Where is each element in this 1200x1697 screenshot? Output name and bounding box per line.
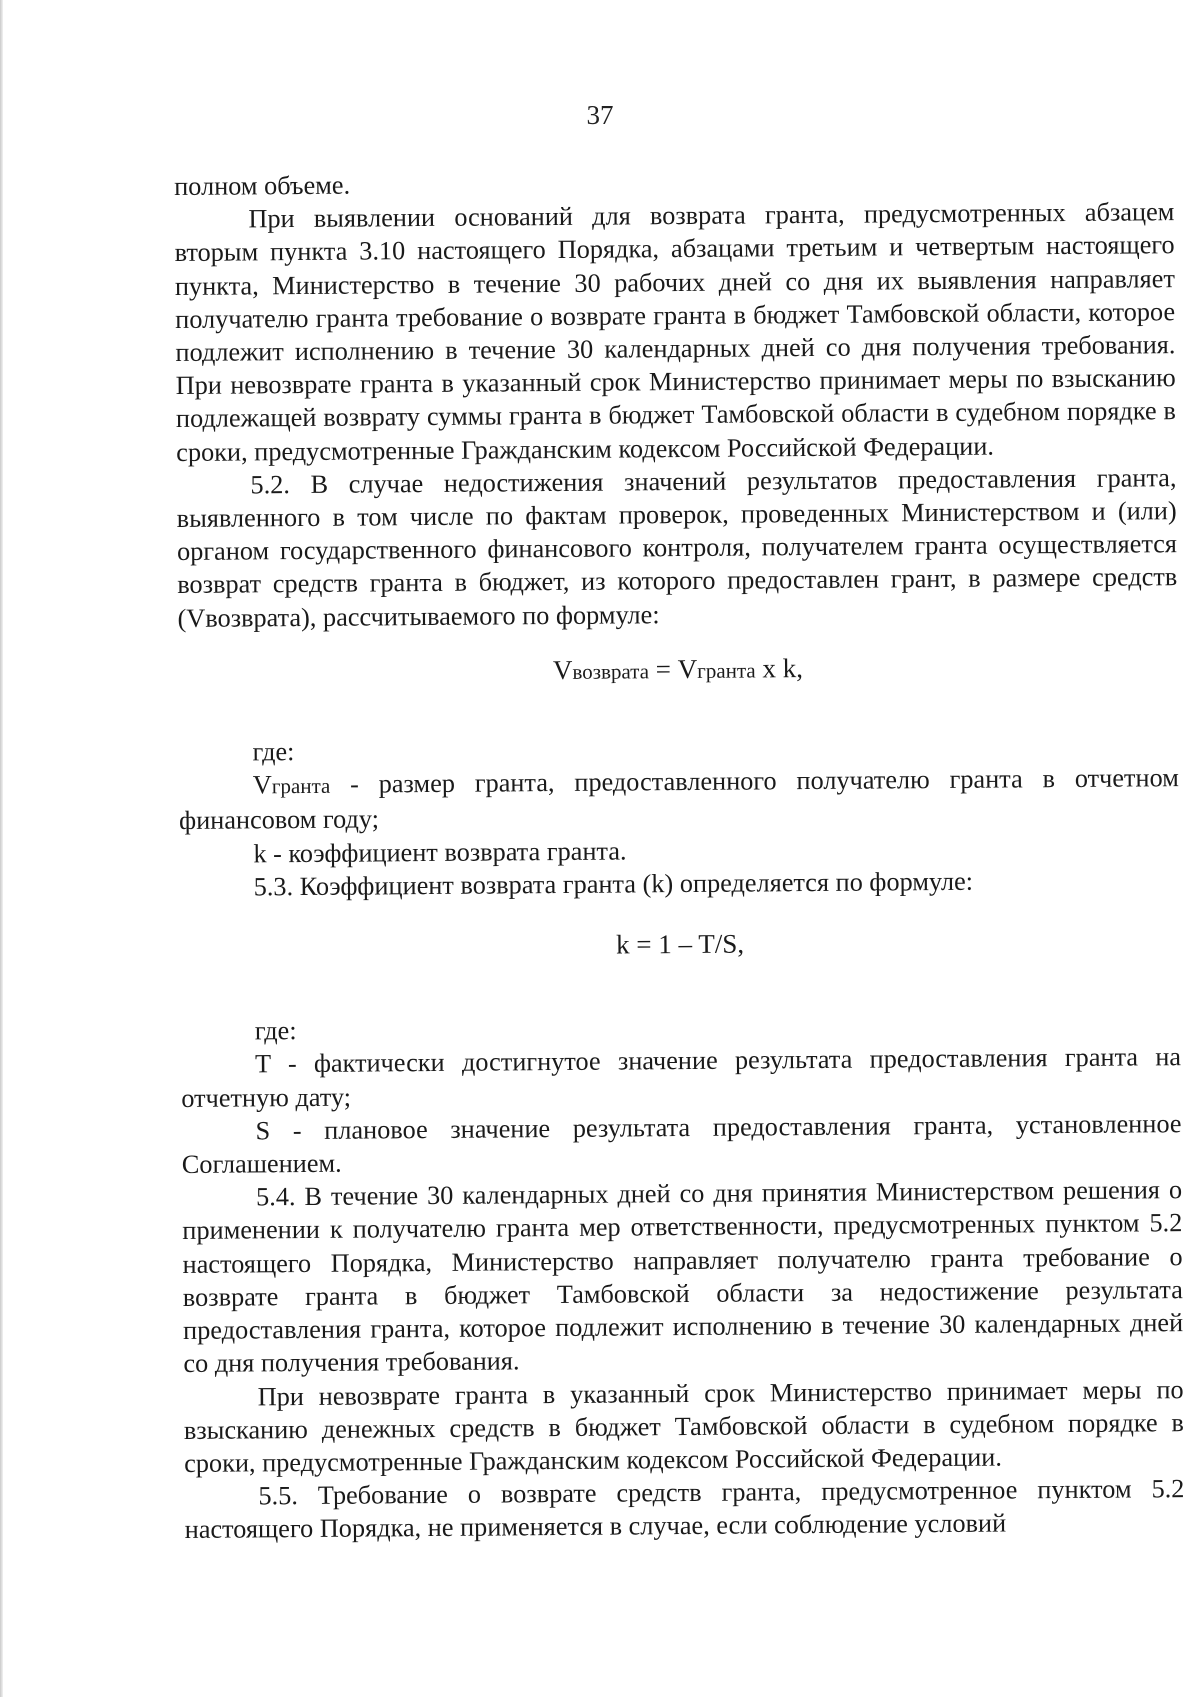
formula-equals: = (648, 653, 678, 685)
definition-s: S - плановое значение результата предоставления гранта, установленное Соглашением. (181, 1108, 1182, 1180)
paragraph-5-3: 5.3. Коэффициент возврата гранта (k) определяется по формуле: (253, 866, 974, 902)
formula-rhs-subscript: гранта (697, 658, 756, 683)
formula-lhs-subscript: возврата (572, 659, 650, 684)
definition-k: k - коэффициент возврата гранта. (253, 836, 627, 869)
formula-rhs: V (677, 653, 698, 684)
paragraph-return-grounds: При выявлении оснований для возврата гранта, предусмотренных абзацем вторым пункта 3.10 настоящего Порядка, абзацами третьим и четвертым настоящего пункта, Министерство в течение 30 рабочих дней со дня их выявления направляет получателю гранта требование о возврате гранта в бюджет Тамбовской области, которое подлежит исполнению в течение 30 календарных дней со дня получения требования. При невозврате гранта в указанный срок Министерство принимает меры по взысканию подлежащей возврату суммы гранта в бюджет Тамбовской области в судебном порядке в сроки, предусмотренные Гражданским кодексом Российской Федерации. (174, 197, 1177, 467)
definition-v-symbol: V (252, 770, 272, 800)
page-number: 37 (586, 100, 614, 130)
where-label-1: где: (252, 737, 295, 767)
definition-t: T - фактически достигнутое значение результата предоставления гранта на отчетную дату; (181, 1042, 1182, 1113)
definition-v-grant (179, 761, 1180, 837)
formula-tail: x k, (755, 652, 804, 684)
paragraph-nonreturn-measures: При невозврате гранта в указанный срок Министерство принимает меры по взысканию денежных средств в бюджет Тамбовской области в судебном порядке в сроки, предусмотренные Гражданским кодексом Российской Федерации. (183, 1374, 1184, 1478)
formula-coefficient: k = 1 – T/S, (615, 928, 745, 960)
formula-return-amount (178, 649, 1178, 692)
paragraph-continuation: полном объеме. (174, 170, 351, 201)
definition-v-subscript: гранта (271, 774, 331, 799)
paragraph-5-5: 5.5. Требование о возврате средств гранта, предусмотренное пунктом 5.2 настоящего Порядка, не применяется в случае, если соблюдение условий (184, 1474, 1185, 1545)
definition-v-text: - размер гранта, предоставленного получателю гранта в отчетном финансовом году; (178, 763, 1179, 836)
where-label-2: где: (254, 1016, 297, 1046)
formula-lhs: V (552, 654, 573, 685)
document-body (174, 162, 1185, 1546)
paragraph-5-2: 5.2. В случае недостижения значений результатов предоставления гранта, выявленного в том числе по фактам проверок, проведенных Министерством и (или) органом государственного финансового контроля, получателем гранта осуществляется возврат средств гранта в бюджет, из которого предоставлен грант, в размере средств (Vвозврата), рассчитываемого по формуле: (176, 462, 1178, 633)
paragraph-5-4: 5.4. В течение 30 календарных дней со дня принятия Министерством решения о применении к получателю гранта мер ответственности, предусмотренных пунктом 5.2 настоящего Порядка, Министерство направляет получателю гранта требование о возврате гранта в бюджет Тамбовской области за недостижение результата предоставления гранта, которое подлежит исполнению в течение 30 календарных дней со дня получения требования. (182, 1175, 1184, 1379)
